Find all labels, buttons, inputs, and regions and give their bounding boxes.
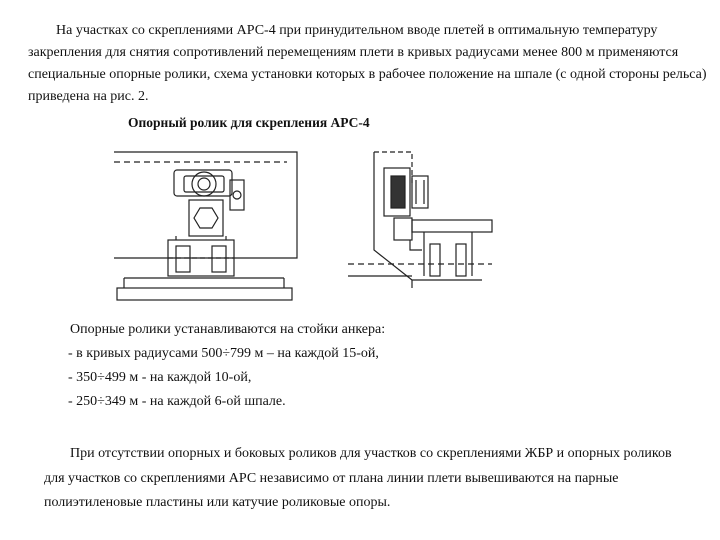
closing-paragraph: При отсутствии опорных и боковых роликов для участков со скреплениями ЖБР и опорных роликов для участков со скреплениями АРС независимо от плана линии плети вывешиваются на парные полиэтиленовые пластины или катучие роликовые опоры. (44, 446, 672, 510)
section-view (348, 152, 492, 288)
plan-view (114, 152, 297, 300)
installation-item-1: - в кривых радиусами 500÷799 м – на каждой 15-ой, (68, 346, 379, 361)
installation-lead: Опорные ролики устанавливаются на стойки анкера: (70, 322, 386, 337)
installation-item-2: - 350÷499 м - на каждой 10-ой, (68, 370, 252, 385)
intro-paragraph: На участках со скреплениями АРС-4 при принудительном вводе плетей в оптимальную температуру закрепления для снятия сопротивлений перемещениям плети в кривых радиусами менее 800 м применяются специальные опорные ролики, схема установки которых в рабочее положение на шпале (с одной стороны рельса) приведена на рис. 2. (28, 23, 707, 104)
installation-list (44, 318, 704, 414)
roller-drawing (112, 140, 502, 310)
figure-title: Опорный ролик для скрепления АРС-4 (128, 115, 370, 130)
installation-item-3: - 250÷349 м - на каждой 6-ой шпале. (68, 394, 286, 409)
